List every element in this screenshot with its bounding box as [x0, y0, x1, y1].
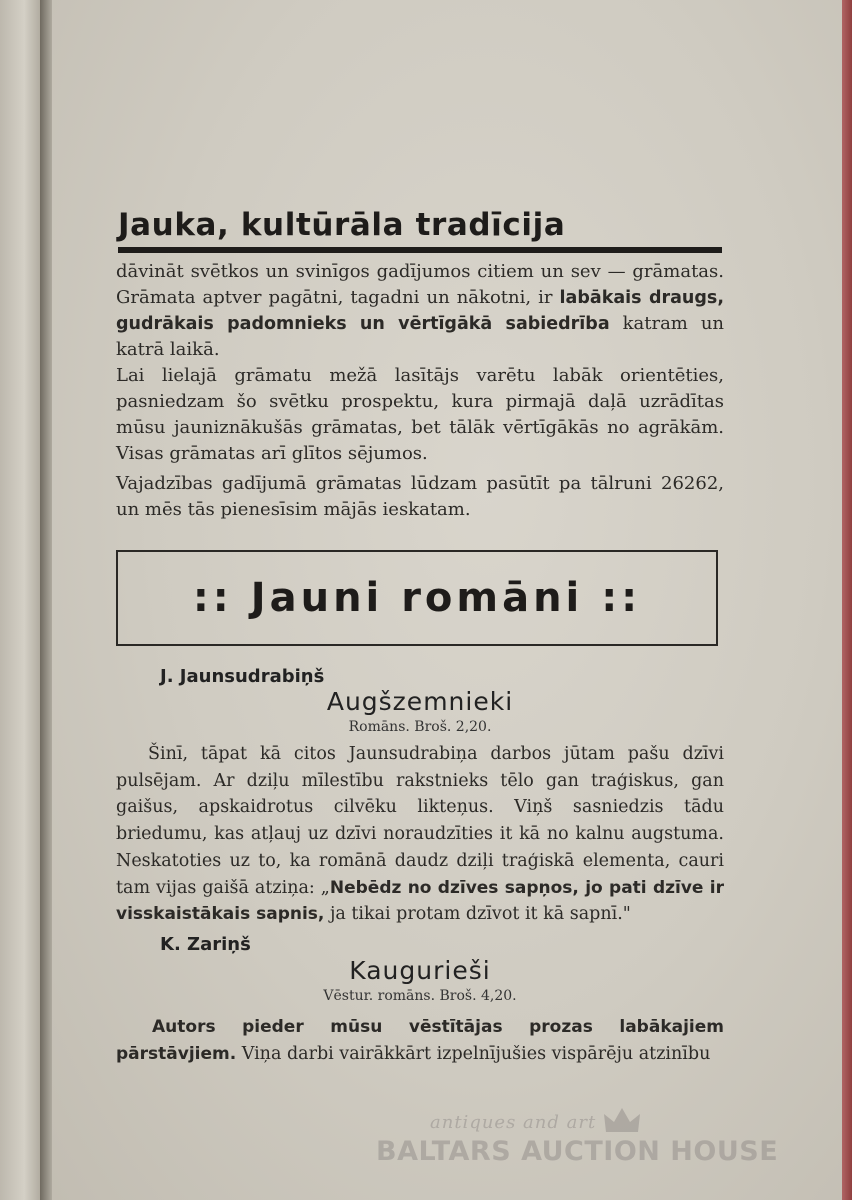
intro-text-b: katram un katrā laikā. — [116, 313, 724, 360]
book-desc-text-b: Viņa darbi vairākkārt izpelnījušies vispārēju atzinību — [236, 1043, 711, 1064]
cover-edge — [842, 0, 852, 1200]
book-meta: Vēstur. romāns. Broš. 4,20. — [323, 988, 517, 1004]
intro-paragraph-1 — [116, 259, 724, 363]
book-desc-bold: Autors pieder mūsu vēstītājas prozas labākajiem pārstāvjiem. — [116, 1017, 724, 1064]
intro-bold-text: labākais draugs, gudrākais padomnieks un vērtīgākā sabiedrība — [116, 288, 724, 334]
book-title: Kaugurieši — [349, 956, 491, 985]
book-description — [116, 1014, 724, 1067]
book-title: Augšzemnieki — [326, 687, 514, 716]
intro-paragraph-2: Lai lielajā grāmatu mežā lasītājs varētu labāk orientēties, pasniedzam šo svētku prospektu, kura pirmajā daļā uzrādītas mūsu jauniznākušās grāmatas, bet tālāk vērtīgākās no agrākām. Visas grāmatas arī glītos sējumos. — [116, 365, 724, 464]
intro-paragraph-3: Vajadzības gadījumā grāmatas lūdzam pasūtīt pa tālruni 26262, un mēs tās pienesīsim mājās ieskatam. — [116, 473, 724, 520]
watermark — [376, 1112, 779, 1182]
book-author: J. Jaunsudrabiņš — [160, 666, 325, 687]
watermark-main: BALTARS AUCTION HOUSE — [376, 1136, 779, 1167]
heading-underline — [118, 247, 722, 253]
facing-page-edge — [0, 0, 44, 1200]
book-desc-bold: Nebēdz no dzīves sapņos, jo pati dzīve ir visskaistākais sapnis, — [116, 877, 724, 925]
page-heading: Jauka, kultūrāla tradīcija — [118, 207, 566, 243]
watermark-script: antiques and art — [430, 1112, 597, 1133]
crown-icon — [602, 1106, 642, 1136]
section-frame — [116, 550, 718, 646]
book-author: K. Zariņš — [160, 934, 251, 955]
intro-text-a: dāvināt svētkos un svinīgos gadījumos citiem un sev — grāmatas. Grāmata aptver pagātni, tagadni un nākotni, ir — [116, 261, 724, 308]
book-meta: Romāns. Broš. 2,20. — [348, 719, 492, 735]
book-description — [116, 741, 724, 928]
book-desc-text-b: ja tikai protam dzīvot it kā sapnī." — [324, 904, 631, 925]
section-title: :: Jauni romāni :: — [192, 575, 642, 621]
book-desc-text-a: Šinī, tāpat kā citos Jaunsudrabiņa darbos jūtam pašu dzīvi pulsējam. Ar dziļu mīlestību rakstnieks tēlo gan traģiskus, gan gaišus, apskaidrotus cilvēku likteņus. Viņš sasniedzis tādu briedumu, kas atļauj uz dzīvi noraudzīties it kā no kalnu augstuma. Neskatoties uz to, ka romānā daudz dziļi traģiskā elementa, cauri tam vijas gaišā atziņa: „ — [116, 744, 724, 898]
